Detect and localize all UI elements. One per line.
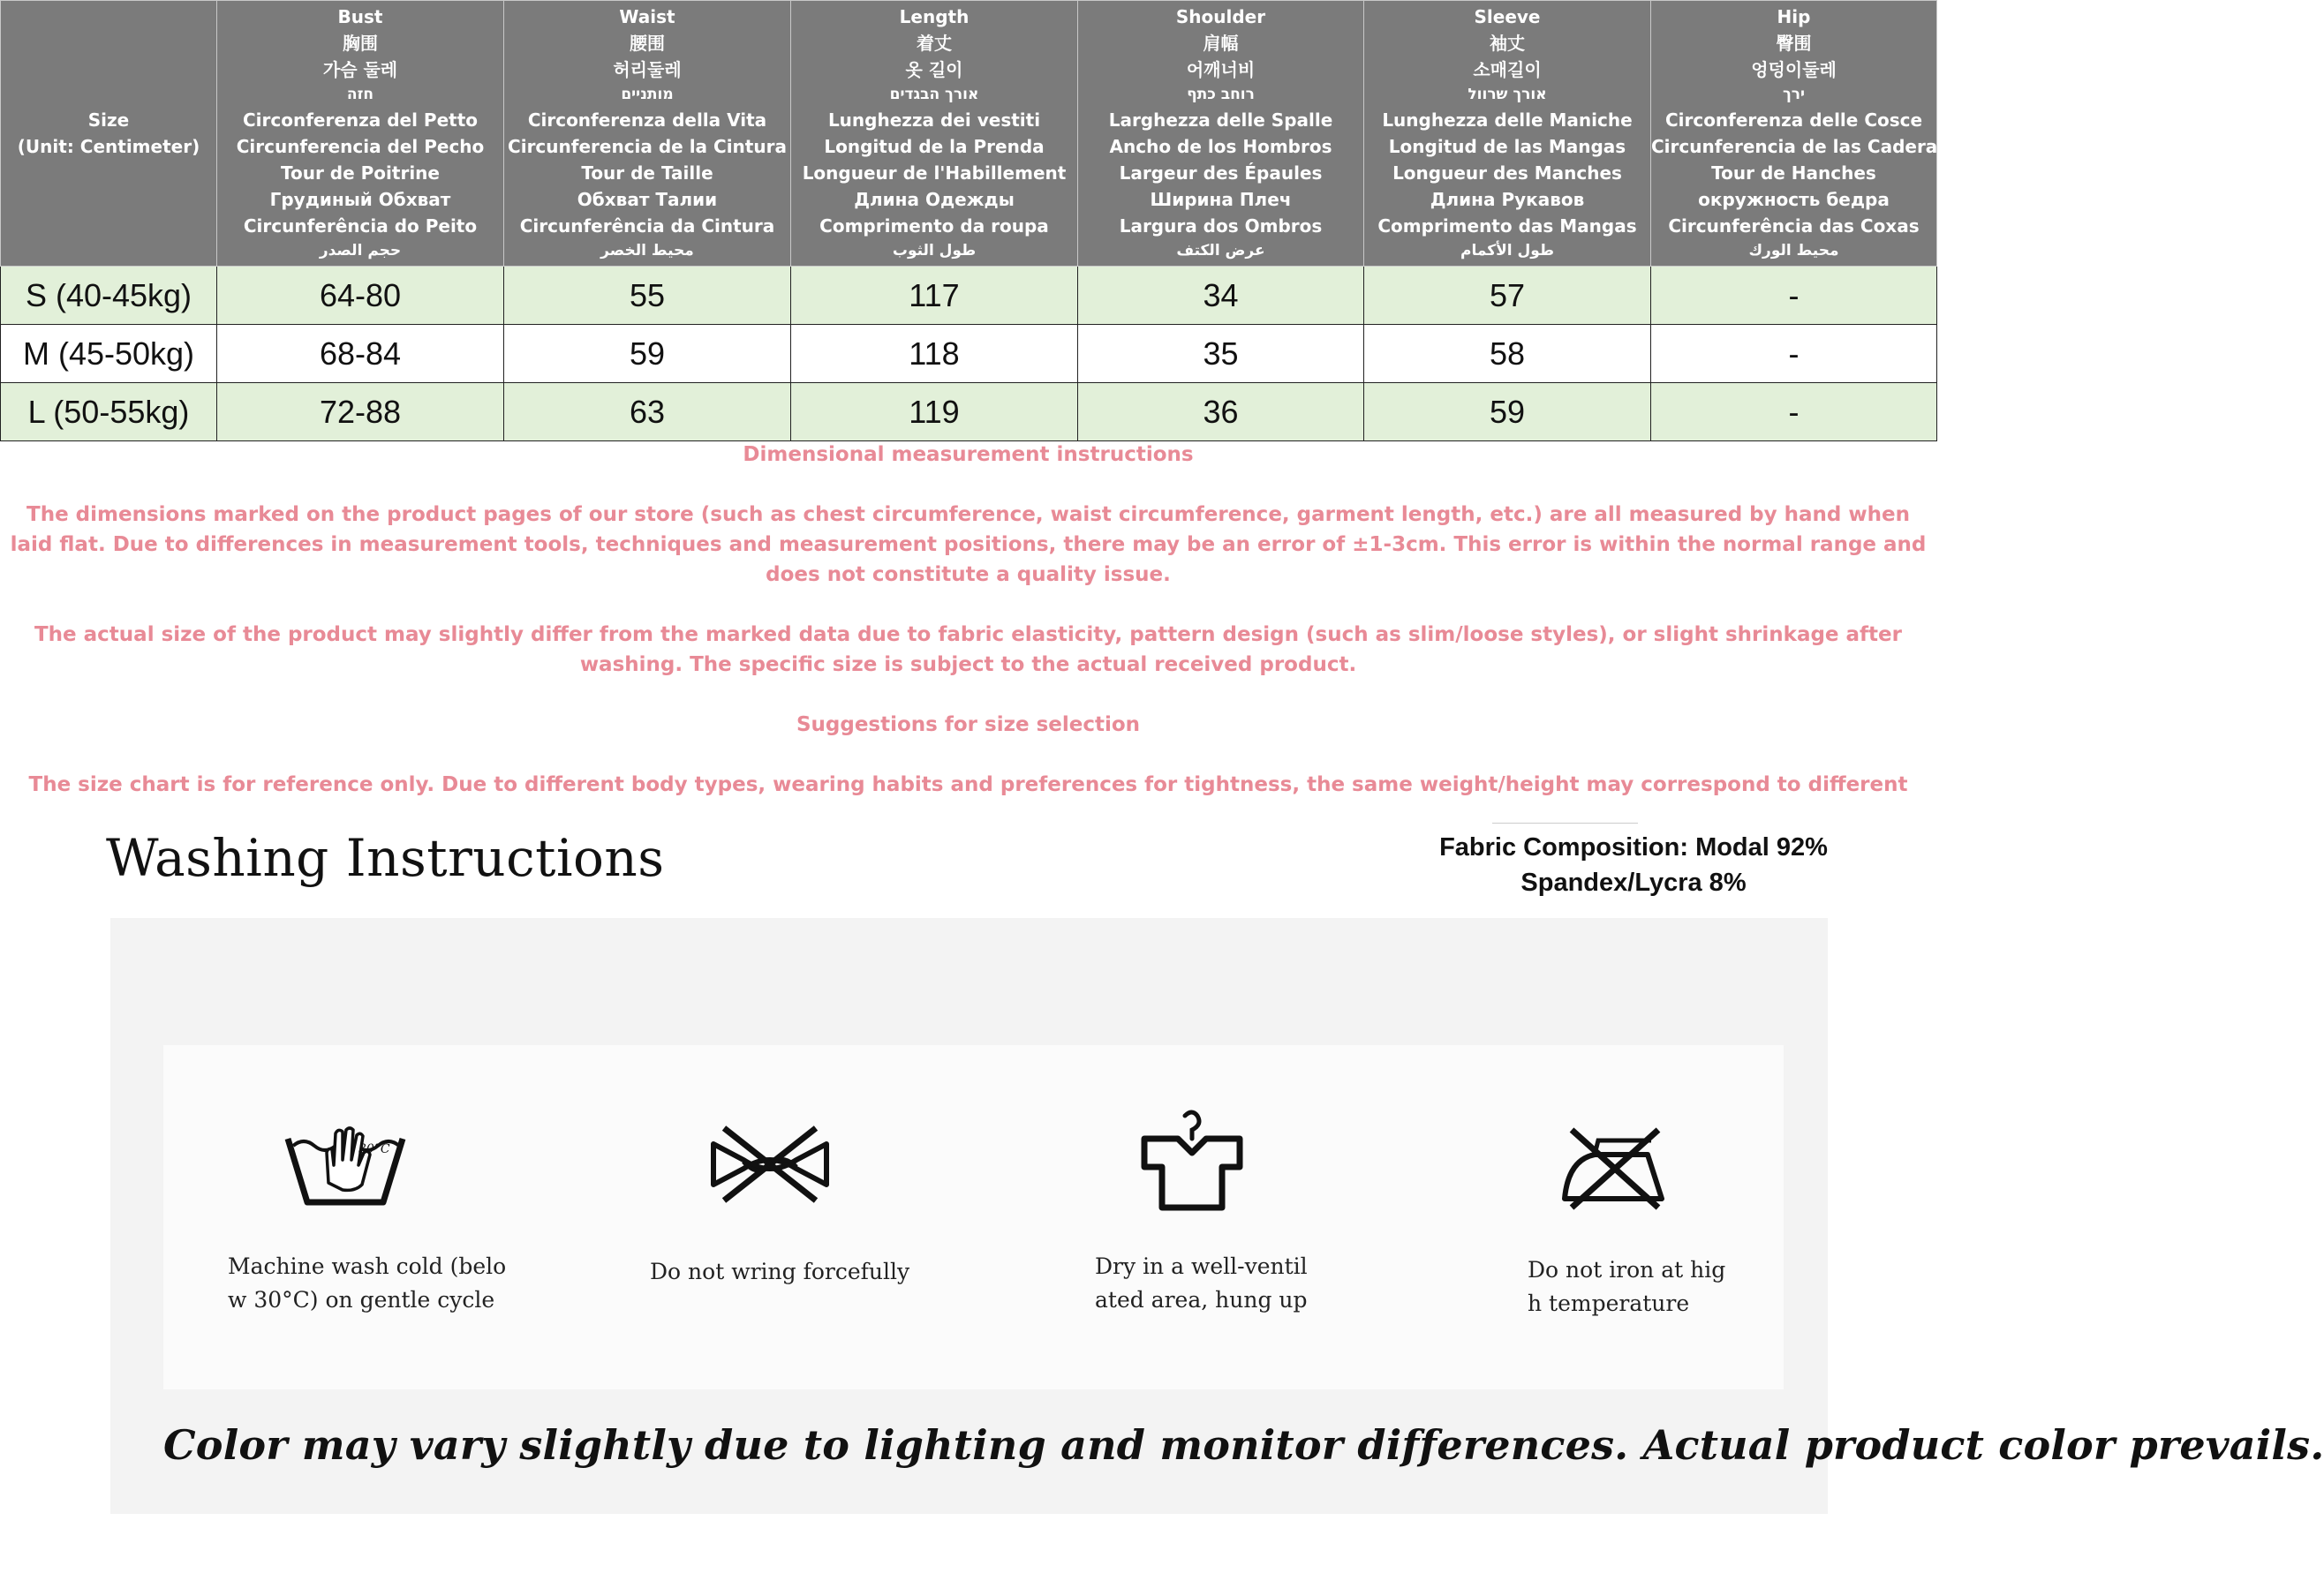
header-waist [504,1,791,267]
instructions-paragraph: The actual size of the product may slightly differ from the marked data due to fabric elasticity, pattern design (such as slim/loose styles), or slight shrinkage after washing. The specific size is subject to the actual received product. [34,623,1902,676]
divider [1492,823,1638,824]
table-row [1,325,1937,383]
header-line: Hip [1777,6,1811,27]
cell-hip: - [1651,267,1937,325]
header-line: Largeur des Épaules [1119,162,1323,184]
header-line: Lunghezza dei vestiti [827,109,1041,131]
size-header-unit: (Unit: Centimeter) [17,136,200,157]
header-line: Circunferencia de las Caderas [1651,136,1949,157]
header-line: حجم الصدر [319,242,402,260]
header-line: Circunferência da Cintura [519,215,775,237]
header-line: 옷 길이 [905,59,963,80]
row-size: S (40-45kg) [1,267,217,325]
header-line: Length [899,6,970,27]
header-line: Tour de Poitrine [281,162,440,184]
header-line: Ancho de los Hombros [1109,136,1332,157]
symbol-label-line: ated area, hung up [1095,1287,1308,1313]
cell-shoulder: 36 [1078,383,1364,441]
header-line: Обхват Талии [577,189,718,210]
cell-shoulder: 34 [1078,267,1364,325]
header-line: מותניים [621,86,674,103]
header-line: 가슴 둘레 [322,59,398,80]
cell-bust: 64-80 [217,267,504,325]
cell-length: 117 [791,267,1078,325]
header-line: Longueur de l'Habillement [802,162,1067,184]
cell-bust: 72-88 [217,383,504,441]
size-suggestion-heading: Suggestions for size selection [796,713,1141,736]
header-hip [1651,1,1949,267]
washing-section [0,796,2324,1573]
header-line: חזה [346,86,374,103]
header-line: Грудиный Обхват [269,189,451,210]
fabric-line: Fabric Composition: Modal 92% [1439,833,1828,862]
header-line: אורך הבגדים [889,86,979,103]
header-line: אורך שרוול [1468,86,1547,103]
row-size: M (45-50kg) [1,325,217,383]
header-line: Tour de Hanches [1711,162,1876,184]
header-line: Circonferenza del Petto [242,109,479,131]
header-line: 着丈 [917,33,952,54]
header-line: Longueur des Manches [1392,162,1622,184]
header-line: 허리둘레 [613,59,682,80]
size-table [0,0,1949,441]
cell-waist: 59 [504,325,791,383]
hand-wash-30-icon [281,1103,410,1215]
row-size: L (50-55kg) [1,383,217,441]
header-line: 袖丈 [1490,33,1525,54]
fabric-composition [1413,830,1854,900]
cell-length: 118 [791,325,1078,383]
header-line: Circunferência das Coxas [1668,215,1920,237]
header-line: Lunghezza delle Maniche [1382,109,1633,131]
size-header-label: Size [87,109,130,131]
size-suggestion-paragraph: The size chart is for reference only. Due to different body types, wearing habits and preferences for tightness, the same weight/height may correspond to different [28,773,1908,796]
header-line: 臀围 [1776,33,1812,54]
header-line: Comprimento da roupa [819,215,1049,237]
header-line: Longitud de la Prenda [824,136,1045,157]
size-chart-section [0,0,1949,796]
header-line: Ширина Плеч [1150,189,1292,210]
header-line: طول الأكمام [1460,242,1554,260]
symbol-label-line: w 30°C) on gentle cycle [228,1287,495,1313]
do-not-iron-icon [1559,1125,1669,1209]
header-line: ירך [1782,86,1806,103]
table-row [1,267,1937,325]
header-line: عرض الكتف [1176,242,1265,260]
header-line: окружность бедра [1698,189,1890,210]
header-line: 소매길이 [1473,59,1542,80]
header-line: 腰围 [630,33,665,54]
header-line: Bust [337,6,383,27]
header-line: Circonferenza della Vita [527,109,767,131]
cell-waist: 63 [504,383,791,441]
symbol-label-line: Machine wash cold (belo [228,1253,507,1279]
header-bust [217,1,504,267]
header-line: Larghezza delle Spalle [1108,109,1333,131]
do-not-wring-label [650,1255,909,1289]
do-not-iron-label [1528,1253,1725,1321]
color-disclaimer: Color may vary slightly due to lighting and monitor differences. Actual product color prevails. [163,1421,2324,1469]
instructions-heading: Dimensional measurement instructions [743,443,1194,466]
header-line: Comprimento das Mangas [1377,215,1637,237]
size-table-header-row [1,1,1937,267]
header-line: محيط الورك [1748,242,1839,260]
cell-length: 119 [791,383,1078,441]
cell-sleeve: 57 [1364,267,1651,325]
cell-bust: 68-84 [217,325,504,383]
instructions-paragraph: The dimensions marked on the product pages of our store (such as chest circumference, waist circumference, garment length, etc.) are all measured by hand when laid flat. Due to differences in measurement tools, techniques and measurement positions, there may be an error of ±1-3cm. This error is within the normal range and does not constitute a quality issue. [10,503,1927,586]
header-line: 엉덩이둘레 [1751,59,1837,80]
cell-hip: - [1651,325,1937,383]
header-line: Circunferência do Peito [243,215,478,237]
header-line: Circonferenza delle Cosce [1664,109,1923,131]
tub-temperature-label: 30°C [358,1142,390,1156]
header-line: רוחב כתף [1187,86,1255,103]
symbol-label-line: h temperature [1528,1291,1690,1316]
header-line: Waist [619,6,675,27]
fabric-line: Spandex/Lycra 8% [1520,869,1747,897]
symbol-label-line: Dry in a well-ventil [1095,1253,1308,1279]
header-line: Tour de Taille [581,162,713,184]
header-length [791,1,1078,267]
washing-title: Washing Instructions [106,828,665,888]
header-line: 어깨너비 [1186,59,1256,80]
header-line: Длина Одежды [854,189,1015,210]
cell-sleeve: 58 [1364,325,1651,383]
header-line: Circunferencia del Pecho [236,136,485,157]
header-size [1,1,217,267]
header-line: 肩幅 [1203,33,1239,54]
header-line: 胸围 [343,33,378,54]
symbol-label-line: Do not wring forcefully [650,1259,910,1284]
cell-hip: - [1651,383,1937,441]
measurement-instructions [0,440,1936,794]
table-row [1,383,1937,441]
header-shoulder [1078,1,1364,267]
cell-sleeve: 59 [1364,383,1651,441]
header-line: Shoulder [1175,6,1266,27]
cell-shoulder: 35 [1078,325,1364,383]
header-line: Circunferencia de la Cintura [508,136,787,157]
hand-wash-label [228,1250,506,1317]
header-line: Largura dos Ombros [1119,215,1323,237]
header-line: طول الثوب [892,242,977,260]
cell-waist: 55 [504,267,791,325]
washing-card [163,1045,1784,1389]
do-not-wring-icon [708,1125,832,1204]
header-line: Длина Рукавов [1430,189,1585,210]
hang-dry-icon [1139,1103,1245,1215]
header-line: Longitud de las Mangas [1388,136,1626,157]
header-sleeve [1364,1,1651,267]
header-line: Sleeve [1474,6,1541,27]
header-line: محيط الخصر [600,242,694,260]
hang-dry-label [1095,1250,1308,1317]
symbol-label-line: Do not iron at hig [1528,1257,1726,1283]
